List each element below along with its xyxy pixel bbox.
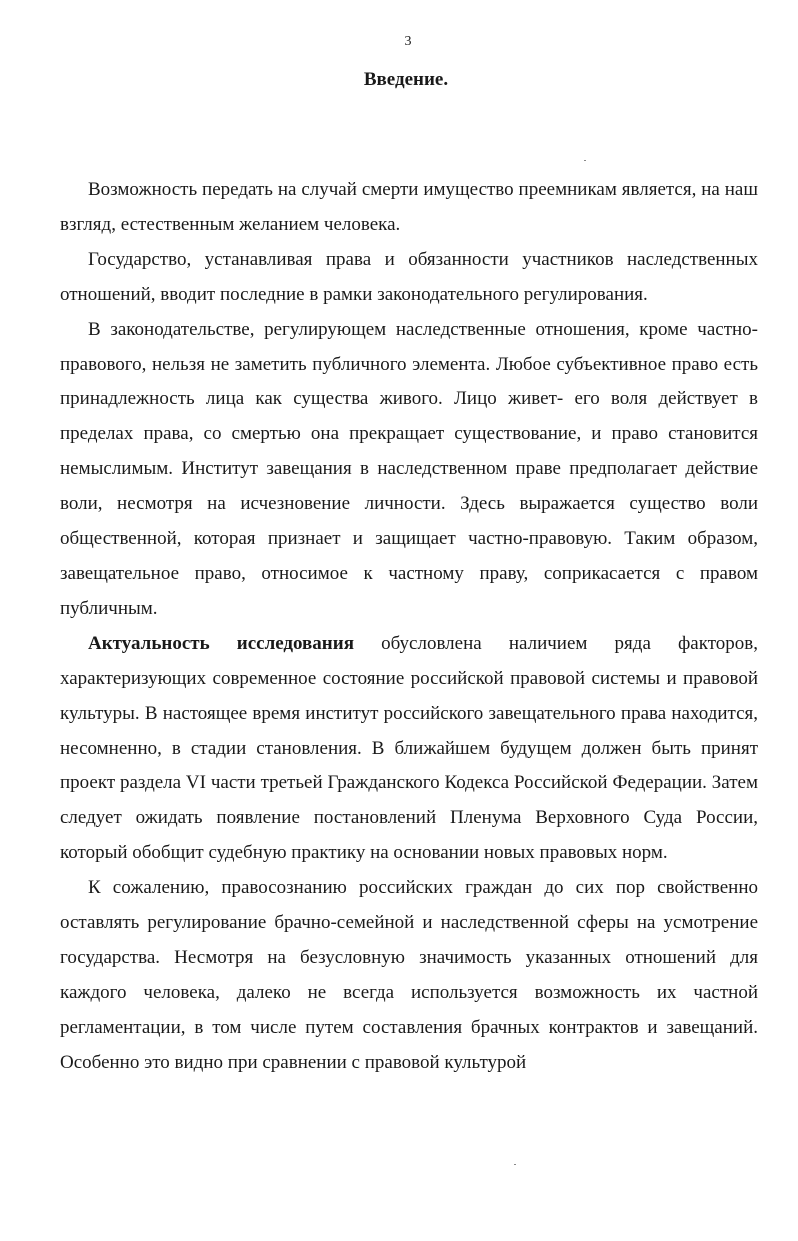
paragraph-text: Государство, устанавливая права и обязанности участников наследственных отношений, вводит последние в рамки законодательного регулирования.	[60, 248, 758, 305]
page-number: 3	[404, 34, 412, 49]
paragraph-3	[60, 313, 758, 627]
paragraph-text: Возможность передать на случай смерти имущество преемникам является, на наш взгляд, естественным желанием человека.	[60, 179, 758, 235]
scan-speck	[584, 160, 586, 161]
paragraph-4	[60, 627, 758, 871]
paragraph-5	[60, 871, 758, 1080]
paragraph-text: обусловлена наличием ряда факторов, характеризующих современное состояние российской правовой системы и правовой культуры. В настоящее время институт российского завещательного права находится, несомненно, в стадии становления. В ближайшем будущем должен быть принят проект раздела VI части третьей Гражданского Кодекса Российской Федерации. Затем следует ожидать появление постановлений Пленума Верховного Суда России, который обобщит судебную практику на основании новых правовых норм.	[60, 632, 758, 864]
body-text	[60, 173, 758, 1081]
section-title: Введение.	[363, 69, 449, 90]
paragraph-bold-lead: Актуальность исследования	[88, 632, 354, 654]
scan-speck	[514, 1164, 516, 1165]
paragraph-text: К сожалению, правосознанию российских граждан до сих пор свойственно оставлять регулирование брачно-семейной и наследственной сферы на усмотрение государства. Несмотря на безусловную значимость указанных отношений для каждого человека, далеко не всегда используется возможность их частной регламентации, в том числе путем составления брачных контрактов и завещаний. Особенно это видно при сравнении с правовой культурой	[60, 877, 758, 1073]
paragraph-text: В законодательстве, регулирующем наследственные отношения, кроме частно-правового, нельзя не заметить публичного элемента. Любое субъективное право есть принадлежность лица как существа живого. Лицо живет- его воля действует в пределах права, со смертью она прекращает существование, и право становится немыслимым. Институт завещания в наследственном праве предполагает действие воли, несмотря на исчезновение личности. Здесь выражается существо воли общественной, которая признает и защищает частно-правовую. Таким образом, завещательное право, относимое к частному праву, соприкасается с правом публичным.	[60, 318, 758, 619]
paragraph-2	[60, 243, 758, 313]
paragraph-1	[60, 173, 758, 243]
